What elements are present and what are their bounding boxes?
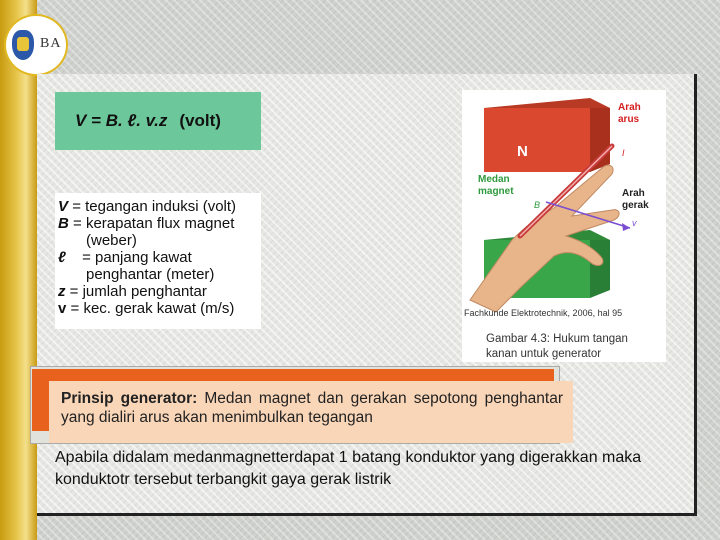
formula-box bbox=[55, 92, 261, 150]
left-accent-bar bbox=[0, 0, 37, 540]
definitions-list bbox=[55, 193, 261, 329]
definition-symbol: v bbox=[58, 300, 67, 317]
label-arah-gerak-line1: Arah bbox=[622, 188, 645, 199]
definition-row bbox=[58, 215, 261, 232]
definition-row bbox=[58, 266, 261, 283]
definition-row bbox=[58, 232, 261, 249]
label-arah-gerak-line2: gerak bbox=[622, 200, 649, 211]
figure-caption-line1: Gambar 4.3: Hukum tangan bbox=[486, 333, 628, 345]
definition-symbol: z bbox=[58, 283, 66, 300]
magnet-n-label: N bbox=[517, 143, 528, 160]
definition-symbol: ℓ bbox=[58, 249, 66, 266]
label-v: v bbox=[632, 218, 637, 228]
label-i: I bbox=[622, 148, 625, 158]
definition-text: penghantar (meter) bbox=[86, 266, 215, 283]
prinsip-generator-box bbox=[49, 381, 573, 443]
definition-text: = kec. gerak kawat (m/s) bbox=[70, 300, 235, 317]
prinsip-heading: Prinsip generator: bbox=[61, 390, 198, 407]
emblem-icon bbox=[12, 30, 34, 60]
definition-symbol: V bbox=[58, 198, 69, 215]
label-arah-arus-line2: arus bbox=[618, 114, 640, 125]
definition-row bbox=[58, 249, 261, 266]
definition-text: (weber) bbox=[86, 232, 137, 249]
formula-expression: V = B. ℓ. v.z bbox=[75, 111, 168, 130]
figure-caption-line2: kanan untuk generator bbox=[486, 348, 602, 360]
definition-text: = tegangan induksi (volt) bbox=[72, 198, 237, 215]
formula-unit: (volt) bbox=[179, 111, 221, 130]
institution-logo bbox=[4, 14, 68, 76]
logo-text: BA bbox=[40, 36, 62, 51]
figure-source: Fachkunde Elektrotechnik, 2006, hal 95 bbox=[464, 308, 623, 318]
definition-row bbox=[58, 283, 261, 300]
magnet-n-front bbox=[484, 108, 590, 172]
definition-row bbox=[58, 300, 261, 317]
label-arah-arus-line1: Arah bbox=[618, 102, 641, 113]
label-medan-line2: magnet bbox=[478, 186, 514, 197]
definition-row bbox=[58, 198, 261, 215]
right-hand-rule-illustration bbox=[462, 90, 666, 362]
definition-symbol: B bbox=[58, 215, 69, 232]
label-b: B bbox=[534, 200, 541, 210]
definition-text: = jumlah penghantar bbox=[69, 283, 207, 300]
label-medan-line1: Medan bbox=[478, 174, 510, 185]
definition-text: = panjang kawat bbox=[82, 249, 192, 266]
definition-text: = kerapatan flux magnet bbox=[73, 215, 235, 232]
prinsip-text: Medan magnet dan gerakan sepotong penghantar yang dialiri arus akan menimbulkan tegangan bbox=[61, 390, 564, 426]
right-hand-rule-figure bbox=[462, 90, 666, 362]
explanation-paragraph: Apabila didalam medanmagnetterdapat 1 batang konduktor yang digerakkan maka konduktotr tersebut terbangkit gaya gerak listrik bbox=[55, 449, 642, 488]
